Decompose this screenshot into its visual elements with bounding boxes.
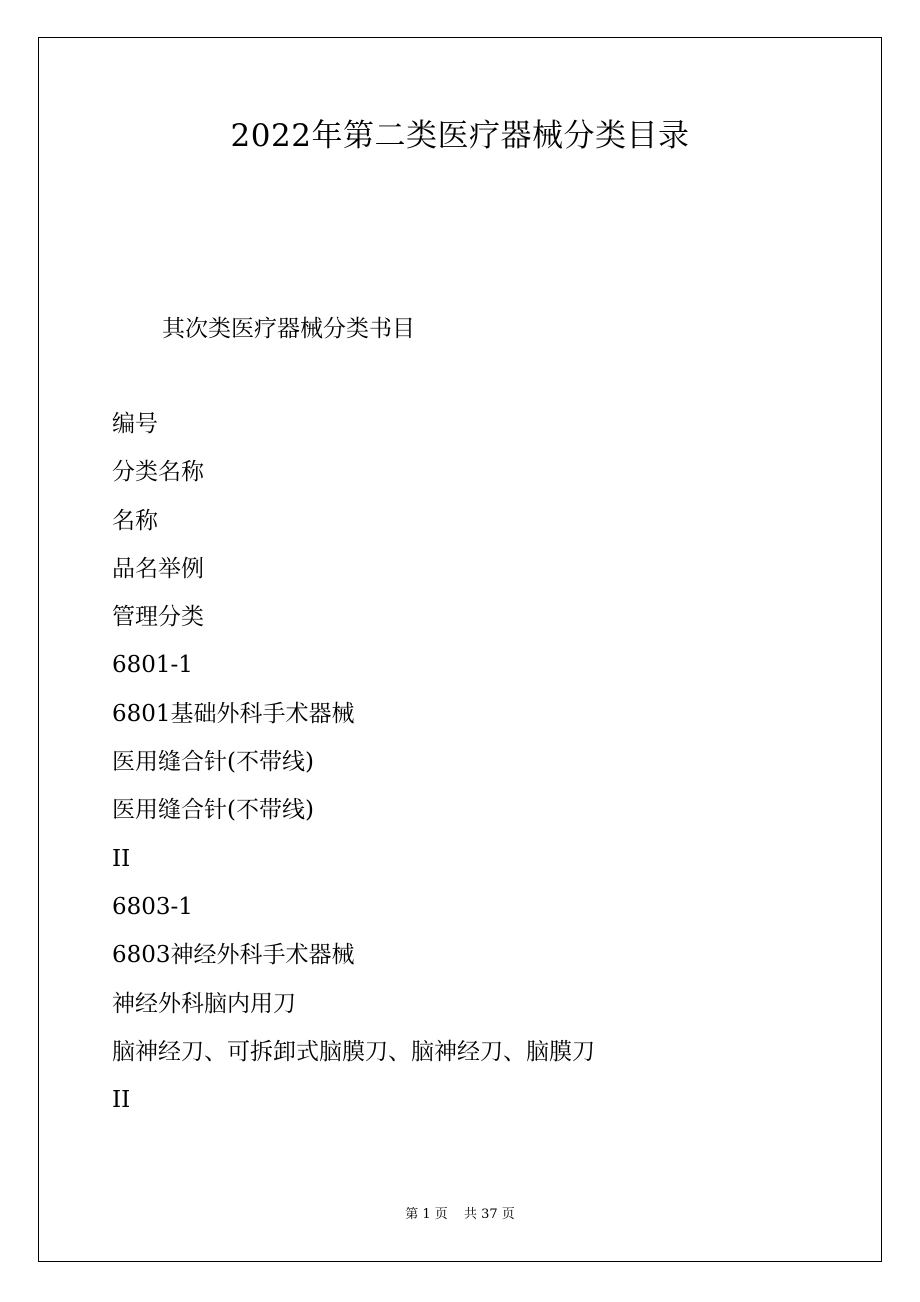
content-line-class: II bbox=[112, 1087, 131, 1114]
content-line-examples: 脑神经刀、可拆卸式脑膜刀、脑神经刀、脑膜刀 bbox=[112, 1038, 595, 1065]
page-number: 第 1 页 bbox=[405, 1207, 448, 1222]
content-line-examples: 医用缝合针(不带线) bbox=[112, 797, 314, 824]
content-line-header-category: 分类名称 bbox=[112, 459, 204, 486]
document-title: 2022年第二类医疗器械分类目录 bbox=[230, 118, 690, 154]
content-line-category: 6803神经外科手术器械 bbox=[112, 942, 355, 969]
content-line-header-examples: 品名举例 bbox=[112, 555, 204, 582]
content-line-class: II bbox=[112, 845, 131, 872]
content-line-name: 医用缝合针(不带线) bbox=[112, 749, 314, 776]
content-line-code: 6803-1 bbox=[112, 893, 193, 920]
content-line-code: 6801-1 bbox=[112, 652, 193, 679]
page-footer bbox=[0, 1206, 920, 1224]
content-lines bbox=[112, 407, 595, 1131]
content-line-category: 6801基础外科手术器械 bbox=[112, 700, 355, 727]
content-line-header-name: 名称 bbox=[112, 507, 158, 534]
document-subtitle: 其次类医疗器械分类书目 bbox=[162, 316, 415, 342]
page-total: 共 37 页 bbox=[463, 1207, 515, 1222]
content-line-header-number: 编号 bbox=[112, 411, 158, 437]
content-line-name: 神经外科脑内用刀 bbox=[112, 990, 296, 1017]
content-line-header-management-class: 管理分类 bbox=[112, 604, 204, 631]
